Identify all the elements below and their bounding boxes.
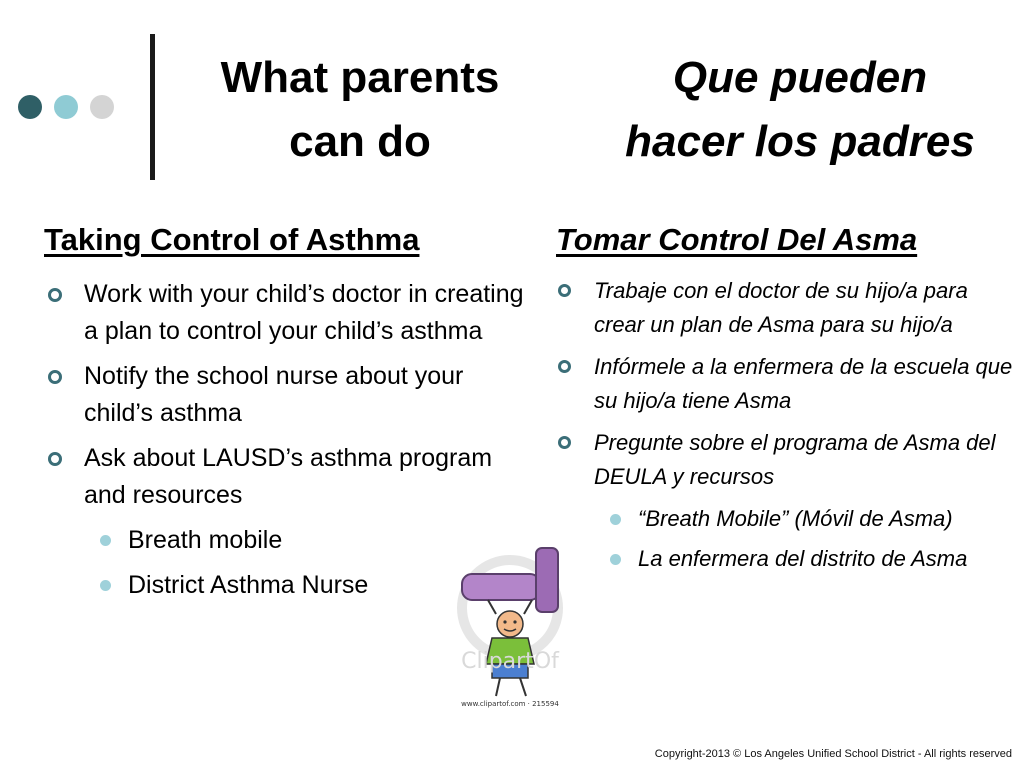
list-item-text: Infórmele a la enfermera de la escuela que su hijo/a tiene Asma xyxy=(594,354,1013,413)
clipart-watermark: ClipartOf xyxy=(461,649,559,674)
sub-list-item xyxy=(556,542,1016,576)
ring-bullet-icon xyxy=(48,370,62,384)
sub-list-item-text: La enfermera del distrito de Asma xyxy=(638,546,968,571)
spanish-list xyxy=(556,274,1016,582)
list-item-text: Ask about LAUSD’s asthma program and resources xyxy=(84,444,493,509)
dot-bullet-icon xyxy=(610,554,621,565)
list-item-text: Pregunte sobre el programa de Asma del DEULA y recursos xyxy=(594,430,996,489)
ring-bullet-icon xyxy=(48,452,62,466)
ring-bullet-icon xyxy=(558,360,571,373)
ring-bullet-icon xyxy=(558,284,571,297)
list-item xyxy=(44,358,534,432)
dot-gray xyxy=(90,95,114,119)
list-item xyxy=(556,426,1016,494)
list-item xyxy=(44,440,534,514)
ring-bullet-icon xyxy=(558,436,571,449)
title-english xyxy=(180,46,540,174)
sub-list-item xyxy=(556,502,1016,536)
list-item-text: Trabaje con el doctor de su hijo/a para crear un plan de Asma para su hijo/a xyxy=(594,278,968,337)
clipart-caption: www.clipartof.com · 215594 xyxy=(461,700,559,708)
list-item xyxy=(44,276,534,350)
list-item xyxy=(556,350,1016,418)
title-divider xyxy=(150,34,155,180)
dot-bullet-icon xyxy=(100,580,111,591)
sub-list-item-text: Breath mobile xyxy=(128,526,283,554)
title-spanish xyxy=(590,46,1010,174)
list-item-text: Notify the school nurse about your child’s asthma xyxy=(84,362,464,427)
child-with-inhaler-clipart xyxy=(440,540,580,710)
dot-bullet-icon xyxy=(610,514,621,525)
sub-list-item-text: “Breath Mobile” (Móvil de Asma) xyxy=(638,506,953,531)
copyright-footer: Copyright-2013 © Los Angeles Unified School District - All rights reserved xyxy=(654,748,1012,760)
dot-dark xyxy=(18,95,42,119)
title-spanish-line-1: Que pueden xyxy=(672,53,928,102)
heading-spanish: Tomar Control Del Asma xyxy=(556,222,918,257)
list-item-text: Work with your child’s doctor in creating a plan to control your child’s asthma xyxy=(84,280,524,345)
title-spanish-line-2: hacer los padres xyxy=(625,117,975,166)
heading-english: Taking Control of Asthma xyxy=(44,222,420,257)
list-item xyxy=(556,274,1016,342)
title-english-line-1: What parents xyxy=(220,53,500,102)
title-english-line-2: can do xyxy=(289,117,431,166)
ring-bullet-icon xyxy=(48,288,62,302)
dot-light-teal xyxy=(54,95,78,119)
dot-bullet-icon xyxy=(100,535,111,546)
sub-list-item-text: District Asthma Nurse xyxy=(128,571,369,599)
decorative-dots xyxy=(18,95,114,119)
